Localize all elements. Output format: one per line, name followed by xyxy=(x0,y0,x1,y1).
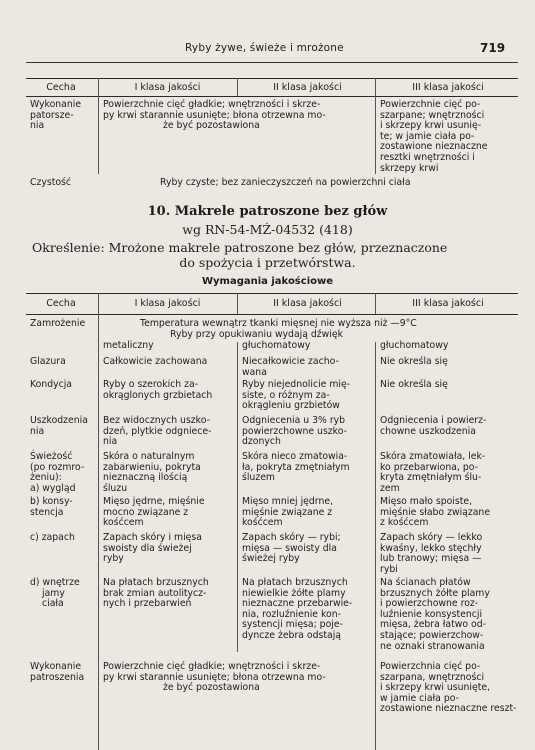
table1-col-divider xyxy=(375,96,376,174)
table2-cell-class1: Bez widocznych uszko- dzeń, plytkie odgniece- nia xyxy=(103,415,212,448)
table1-row-label: Czystość xyxy=(30,177,72,188)
table2-row-label: Glazura xyxy=(30,356,66,367)
table2-cell-class3: Na ścianach płatów brzusznych żółte plamy i powierzchowne roz- luźnienie konsystencji mięsa, żebra łatwo od- stające; powierzchow- ne oznaki stranowania xyxy=(380,577,490,652)
table2-col-divider xyxy=(237,342,238,652)
table2-header-cecha: Cecha xyxy=(46,298,76,309)
table2-cell-class1: Na płatach brzusznych brak zmian autolitycz- nych i przebarwień xyxy=(103,577,209,610)
table2-row-label: Świeżość (po rozmro- żeniu): a) wygląd xyxy=(30,451,85,494)
table1-row-label: Wykonanie patorsze- nia xyxy=(30,99,82,132)
table2-col-divider xyxy=(98,293,99,314)
table2-cell-class3: Skóra zmatowiała, lek- ko przebarwiona, po- kryta zmętniałym ślu- zem xyxy=(380,451,486,494)
table1-header-cecha: Cecha xyxy=(46,82,76,93)
table2-cell-class3: Nie określa się xyxy=(380,379,448,390)
table1-col-divider xyxy=(98,96,99,174)
header-rule xyxy=(26,62,518,63)
table1-header-class3: III klasa jakości xyxy=(412,82,484,93)
table2-col-divider xyxy=(375,342,376,750)
table2-header-rule xyxy=(26,314,518,315)
table2-cell-class3: Nie określa się xyxy=(380,356,448,367)
table2-header-class2: II klasa jakości xyxy=(273,298,342,309)
table2-cell-class2: Odgniecenia u 3% ryb powierzchowne uszko- dzonych xyxy=(242,415,347,448)
table1-col-divider xyxy=(98,78,99,96)
table2-cell-class2: Na płatach brzusznych niewielkie żółte plamy nieznaczne przebarwie- nia, rozluźnienie kon- systencji mięsa; poje- dyncze żebra odstają xyxy=(242,577,353,641)
table2-row-label: d) wnętrze jamy ciała xyxy=(30,577,80,610)
section-standard: wg RN-54-MŻ-04532 (418) xyxy=(182,222,353,237)
table2-cell-class12: Powierzchnie cięć gładkie; wnętrzności i skrze- py krwi starannie usunięte; błona otrzewna mo- że być pozostawiona xyxy=(103,661,326,694)
table2-row-label: c) zapach xyxy=(30,532,75,543)
table2-cell-class3: Powierzchnia cięć po- szarpana, wnętrzności i skrzepy krwi usunięte, w jamie ciała po- zostawione nieznaczne reszt- xyxy=(380,661,517,715)
table2-header-class1: I klasa jakości xyxy=(134,298,201,309)
table1-cell-class12: Powierzchnie cięć gładkie; wnętrzności i skrze- py krwi starannie usunięte; błona otrzewna mo- że być pozostawiona xyxy=(103,99,326,132)
table2-cell-span: Temperatura wewnątrz tkanki mięsnej nie wyższa niż —9°C Ryby przy opukiwaniu wydają dźwięk xyxy=(140,318,417,340)
table2-cell-class1: Mięso jędrne, mięśnie mocno związane z kośćcem xyxy=(103,496,205,529)
table2-row-label: b) konsy- stencja xyxy=(30,496,73,518)
definition-line-1: Określenie: Mrożone makrele patroszone bez głów, przeznaczone xyxy=(32,240,448,255)
table1-col-divider xyxy=(375,78,376,96)
table2-header-class3: III klasa jakości xyxy=(412,298,484,309)
table2-row-label: Zamrożenie xyxy=(30,318,86,329)
table1-col-divider xyxy=(237,78,238,96)
table2-cell-class2: Skóra nieco zmatowia- ła, pokryta zmętniałym śluzem xyxy=(242,451,350,484)
table2-cell-class2: głuchomatowy xyxy=(242,340,311,351)
table2-cell-class1: Zapach skóry i mięsa swoisty dla świeżej ryby xyxy=(103,532,202,565)
table2-cell-class2: Mięso mniej jędrne, mięśnie związane z kośćcem xyxy=(242,496,334,529)
table1-header-class2: II klasa jakości xyxy=(273,82,342,93)
table2-cell-class1: metaliczny xyxy=(103,340,154,351)
table1-header-rule xyxy=(26,96,518,97)
table2-row-label: Uszkodzenia nia xyxy=(30,415,88,437)
table2-cell-class2: Niecałkowicie zacho- wana xyxy=(242,356,339,378)
requirements-heading: Wymagania jakościowe xyxy=(201,276,334,287)
definition-line-2: do spożycia i przetwórstwa. xyxy=(179,255,356,270)
table2-col-divider xyxy=(237,293,238,314)
table2-col-divider xyxy=(98,314,99,750)
table2-cell-class1: Ryby o szerokich za- okrąglonych grzbietach xyxy=(103,379,213,401)
table2-cell-class3: Zapach skóry — lekko kwaśny, lekko stęchły lub tranowy; mięsa — rybi xyxy=(380,532,483,575)
table2-row-label: Kondycja xyxy=(30,379,73,390)
running-title: Ryby żywe, świeże i mrożone xyxy=(185,42,344,54)
table2-cell-class3: Mięso mało spoiste, mięśnie słabo związane z kośćcem xyxy=(380,496,491,529)
table1-cell-span: Ryby czyste; bez zanieczyszczeń na powierzchni ciała xyxy=(160,177,411,188)
table2-cell-class2: Zapach skóry — rybi; mięsa — swoisty dla świeżej ryby xyxy=(242,532,341,565)
table2-cell-class1: Całkowicie zachowana xyxy=(103,356,208,367)
table2-cell-class3: Odgniecenia i powierz- chowne uszkodzenia xyxy=(380,415,487,437)
table2-col-divider xyxy=(375,293,376,314)
table1-top-rule xyxy=(26,78,518,79)
table1-header-class1: I klasa jakości xyxy=(134,82,201,93)
table2-cell-class1: Skóra o naturalnym zabarwieniu, pokryta nieznaczną ilością śluzu xyxy=(103,451,201,494)
table2-cell-class2: Ryby niejednolicie mię- siste, o różnym za- okrągleniu grzbietów xyxy=(242,379,351,412)
page-number: 719 xyxy=(480,41,506,55)
table1-cell-class3: Powierzchnie cięć po- szarpane; wnętrzności i skrzepy krwi usunię- te; w jamie ciała po- zostawione nieznaczne resztki wnętrzności i skrzepy krwi xyxy=(380,99,488,174)
table2-top-rule xyxy=(26,293,518,294)
section-title: 10. Makrele patroszone bez głów xyxy=(147,204,388,219)
table2-cell-class3: głuchomatowy xyxy=(380,340,449,351)
table2-row-label: Wykonanie patroszenia xyxy=(30,661,85,683)
